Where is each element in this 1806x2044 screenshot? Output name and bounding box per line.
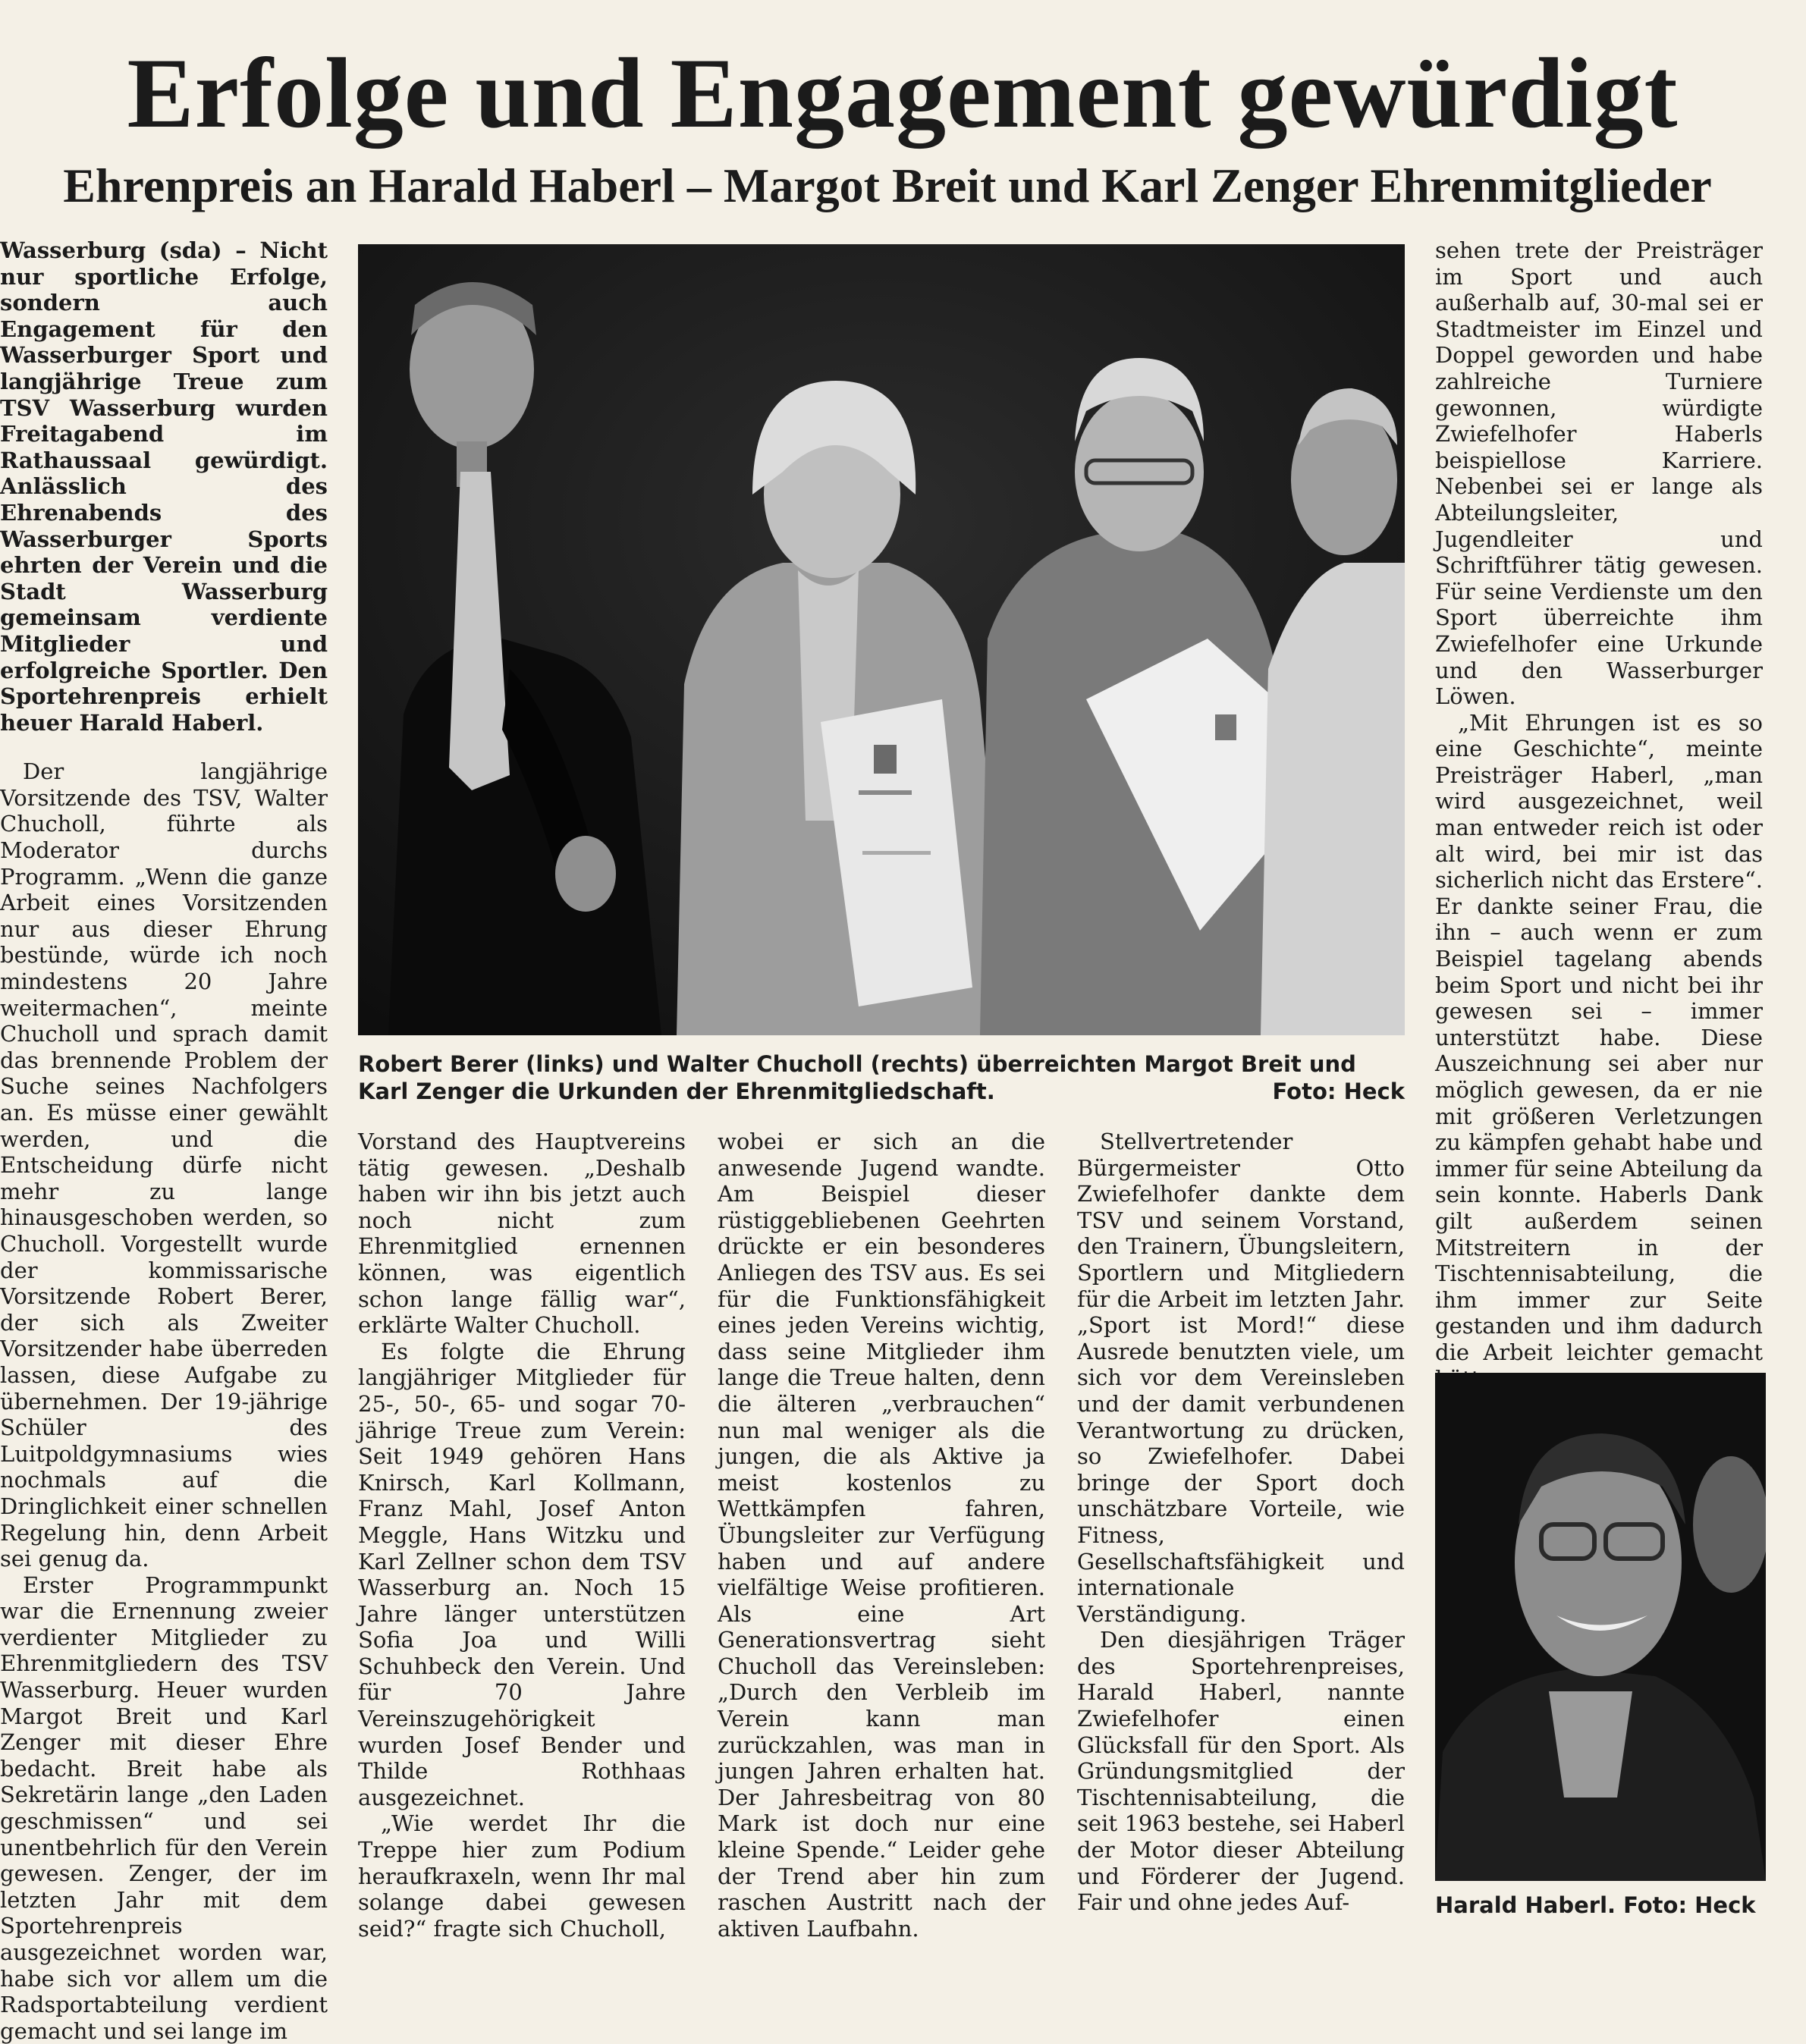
lead-paragraph: Wasserburg (sda) – Nicht nur sportliche Erfolge, sondern auch Engagement für den Wasserburger Sport und langjährige Treue zum TSV Wasserburg wurden Freitagabend im Rathaussaal gewürdigt. Anlässlich des Ehrenabends des Wasserburger Sports ehrten der Verein und die Stadt Wasserburg gemeinsam verdiente Mitglieder und erfolgreiche Sportler. Den Sportehrenpreis erhielt heuer Harald Haberl. <box>0 237 328 736</box>
article-column-1 <box>0 237 328 2044</box>
portrait-photo <box>1435 1373 1766 1881</box>
headline: Erfolge und Engagement gewürdigt <box>127 37 1679 149</box>
paragraph: Vorstand des Hauptvereins tätig gewesen. „Deshalb haben wir ihn bis jetzt auch noch nicht zum Ehrenmitglied ernennen können, was eigentlich schon lange fällig war“, erklärte Walter Chucholl. <box>358 1129 686 1339</box>
subheadline: Ehrenpreis an Harald Haberl – Margot Breit und Karl Zenger Ehrenmitglieder <box>63 159 1712 212</box>
paragraph: sehen trete der Preisträger im Sport und auch außerhalb auf, 30-mal sei er Stadtmeister im Einzel und Doppel geworden und habe zahlreiche Turniere gewonnen, würdigte Zwiefelhofer Haberls beispiellose Karriere. Nebenbei sei er lange als Abteilungsleiter, Jugendleiter und Schriftführer tätig gewesen. Für seine Verdienste um den Sport überreichte ihm Zwiefelhofer eine Urkunde und den Wasserburger Löwen. <box>1435 237 1763 710</box>
article-column-2 <box>358 1129 686 1942</box>
main-photo-caption-text: Robert Berer (links) und Walter Chucholl (rechts) überreichten Margot Breit und Karl Zenger die Urkunden der Ehrenmitgliedschaft. <box>358 1051 1356 1104</box>
paragraph: „Wie werdet Ihr die Treppe hier zum Podium heraufkraxeln, wenn Ihr mal solange dabei gewesen seid?“ fragte sich Chucholl, <box>358 1810 686 1942</box>
award-ceremony-photo <box>358 244 1405 1035</box>
article-column-3 <box>718 1129 1045 1942</box>
side-photo <box>1435 1373 1766 1881</box>
paragraph: Erster Programmpunkt war die Ernennung zweier verdienter Mitglieder zu Ehrenmitgliedern des TSV Wasserburg. Heuer wurden Margot Breit und Karl Zenger mit dieser Ehre bedacht. Breit habe als Sekretärin lange „den Laden geschmissen“ und sei unentbehrlich für den Verein gewesen. Zenger, der im letzten Jahr mit dem Sportehrenpreis ausgezeichnet worden war, habe sich vor allem um die Radsportabteilung verdient gemacht und sei lange im <box>0 1571 328 2044</box>
main-photo-caption <box>358 1050 1405 1105</box>
paragraph: wobei er sich an die anwesende Jugend wandte. Am Beispiel dieser rüstiggebliebenen Geehrten drückte er ein besonderes Anliegen des TSV aus. Es sei für die Funktionsfähigkeit eines jeden Vereins wichtig, dass seine Mitglieder ihm lange die Treue halten, denn die älteren „verbrauchen“ nun mal weniger als die jungen, die als Aktive ja meist kostenlos zu Wettkämpfen fahren, Übungsleiter zur Verfügung haben und auf andere vielfältige Weise profitieren. Als eine Art Generationsvertrag sieht Chucholl das Vereinsleben: „Durch den Verbleib im Verein kann man zurückzahlen, was man in jungen Jahren erhalten hat. Der Jahresbeitrag von 80 Mark ist doch nur eine kleine Spende.“ Leider gehe der Trend aber hin zum raschen Austritt nach der aktiven Laufbahn. <box>718 1129 1045 1942</box>
paragraph: Der langjährige Vorsitzende des TSV, Walter Chucholl, führte als Moderator durchs Programm. „Wenn die ganze Arbeit eines Vorsitzenden nur aus dieser Ehrung bestünde, würde ich noch mindestens 20 Jahre weitermachen“, meinte Chucholl und sprach damit das brennende Problem der Suche seines Nachfolgers an. Es müsse einer gewählt werden, und die Entscheidung dürfe nicht mehr zu lange hinausgeschoben werden, so Chucholl. Vorgestellt wurde der kommissarische Vorsitzende Robert Berer, der sich als Zweiter Vorsitzender habe überreden lassen, diese Aufgabe zu übernehmen. Der 19-jährige Schüler des Luitpoldgymnasiums wies nochmals auf die Dringlichkeit einer schnellen Regelung hin, denn Arbeit sei genug da. <box>0 758 328 1572</box>
side-photo-caption: Harald Haberl. Foto: Heck <box>1435 1892 1756 1918</box>
article-column-4 <box>1077 1129 1405 1916</box>
article-column-5 <box>1435 237 1763 1392</box>
paragraph: Den diesjährigen Träger des Sportehrenpreises, Harald Haberl, nannte Zwiefelhofer einen Glücksfall für den Sport. Als Gründungsmitglied der Tischtennisabteilung, die seit 1963 bestehe, sei Haberl der Motor dieser Abteilung und Förderer der Jugend. Fair und ohne jedes Auf- <box>1077 1627 1405 1916</box>
paragraph: Stellvertretender Bürgermeister Otto Zwiefelhofer dankte dem TSV und seinem Vorstand, den Trainern, Übungsleitern, Sportlern und Mitgliedern für die Arbeit im letzten Jahr. „Sport ist Mord!“ diese Ausrede benutzten viele, um sich vor dem Vereinsleben und der damit verbundenen Verantwortung zu drücken, so Zwiefelhofer. Dabei bringe der Sport doch unschätzbare Vorteile, wie Fitness, Gesellschaftsfähigkeit und internationale Verständigung. <box>1077 1129 1405 1627</box>
main-photo <box>358 244 1405 1035</box>
main-photo-credit: Foto: Heck <box>1272 1079 1405 1104</box>
paragraph: „Mit Ehrungen ist es so eine Geschichte“, meinte Preisträger Haberl, „man wird ausgezeichnet, weil man entweder reich ist oder alt wird, bei mir ist das sicherlich nicht das Erstere“. Er dankte seiner Frau, die ihn – auch wenn er zum Beispiel tagelang abends beim Sport und nicht bei ihr gewesen sei – immer unterstützt habe. Diese Auszeichnung sei aber nur möglich gewesen, da er nie mit größeren Verletzungen zu kämpfen gehabt habe und immer für seine Abteilung da sein konnte. Haberls Dank gilt außerdem seinen Mitstreitern in der Tischtennisabteilung, die ihm immer zur Seite gestanden und ihm dadurch die Arbeit leichter gemacht <box>1435 709 1763 1365</box>
paragraph: Es folgte die Ehrung langjähriger Mitglieder für 25-, 50-, 65- und sogar 70-jährige Treue zum Verein: Seit 1949 gehören Hans Knirsch, Karl Kollmann, Franz Mahl, Josef Anton Meggle, Hans Witzku und Karl Zellner schon dem TSV Wasserburg an. Noch 15 Jahre länger unterstützen Sofia Joa und Willi Schuhbeck den Verein. Und für 70 Jahre Vereinszugehörigkeit wurden Josef Bender und Thilde Rothhaas ausgezeichnet. <box>358 1338 686 1810</box>
